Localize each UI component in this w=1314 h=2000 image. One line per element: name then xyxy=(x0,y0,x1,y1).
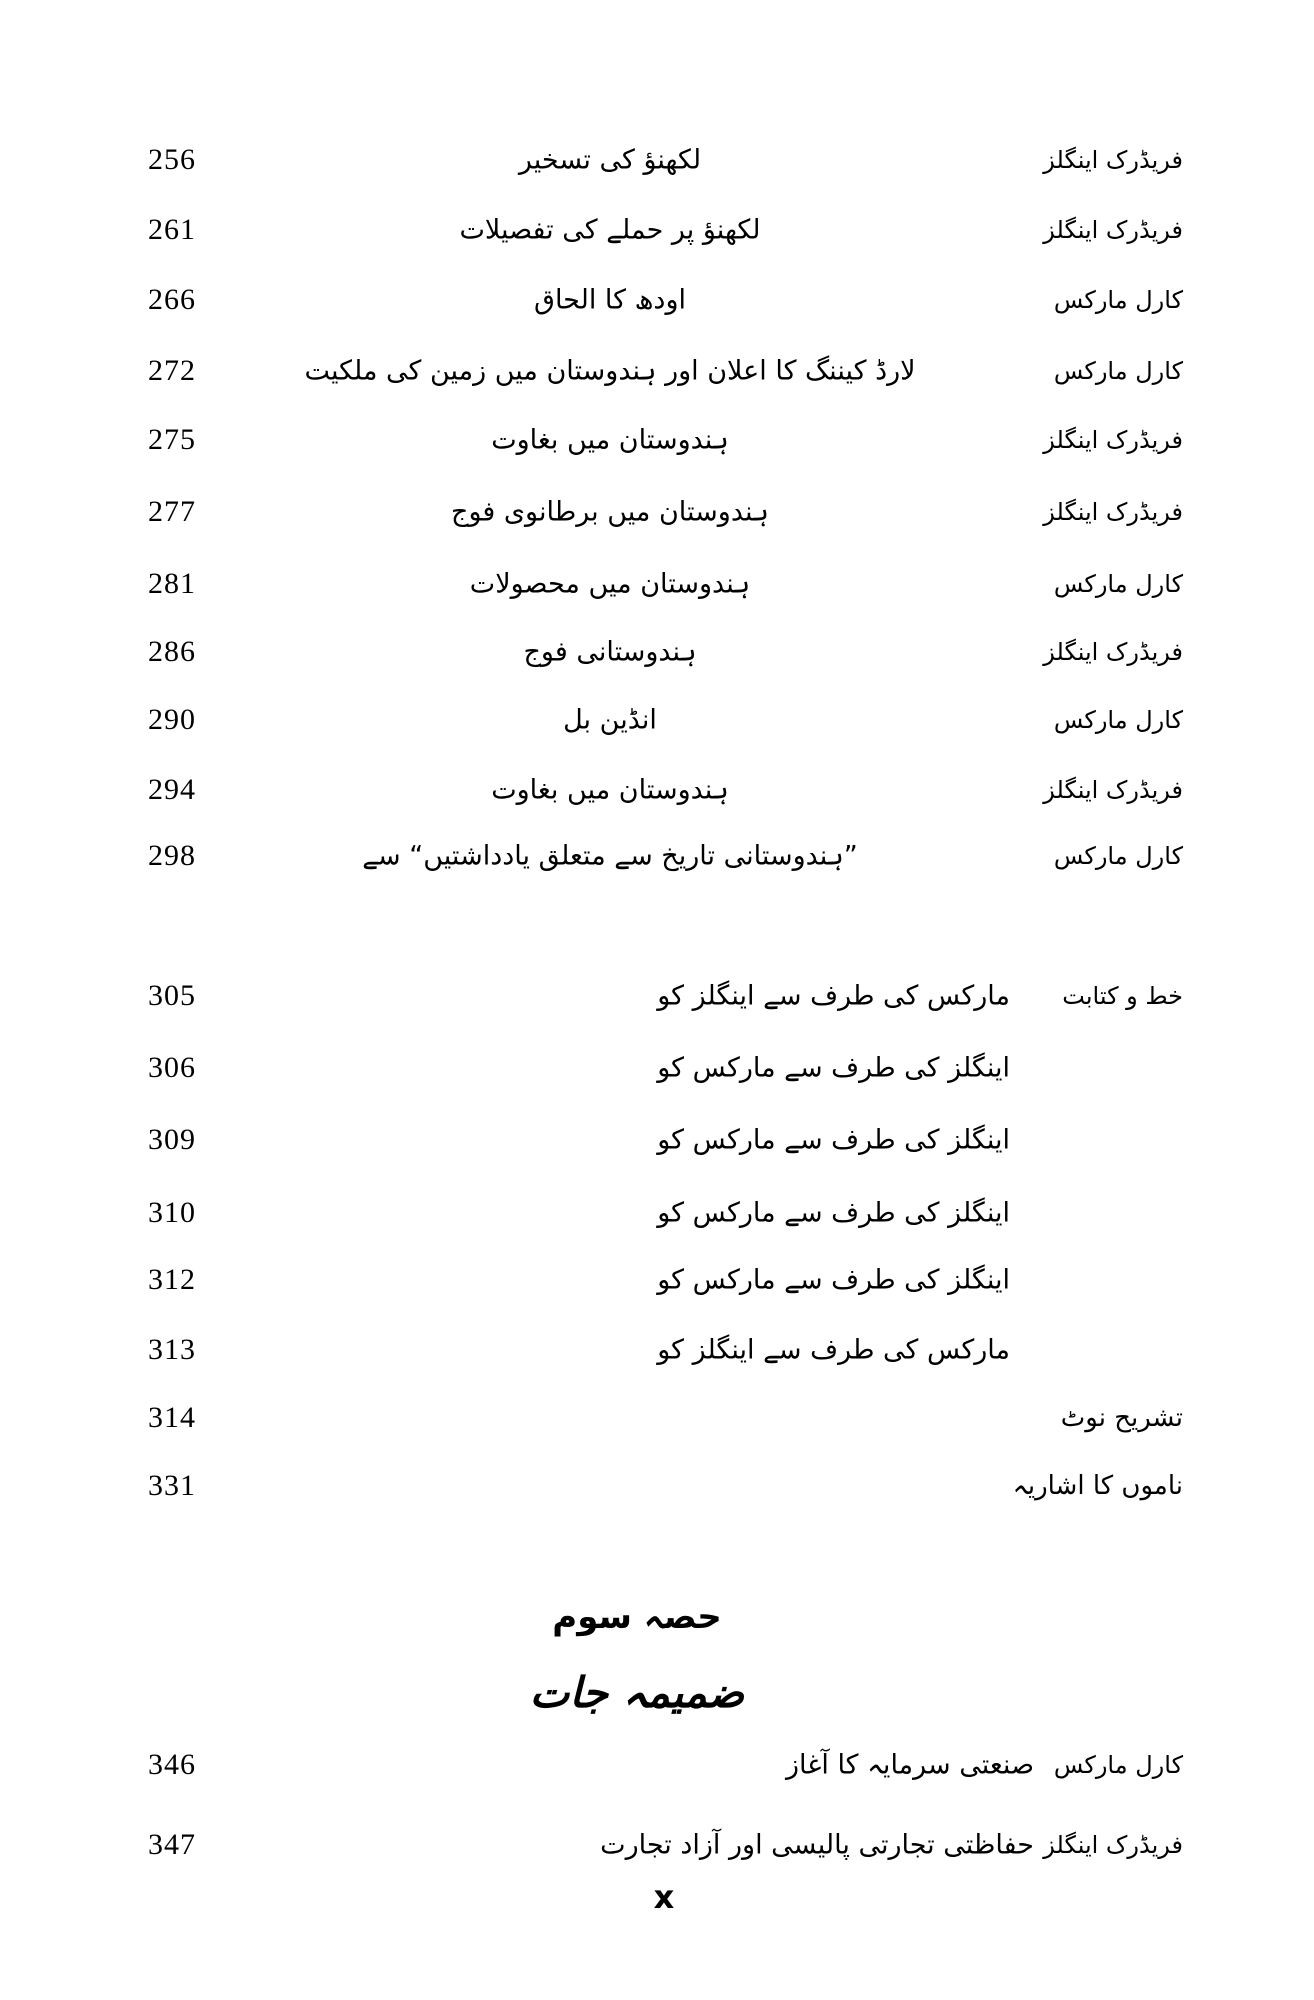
toc-row xyxy=(0,200,1314,260)
page-number: 347 xyxy=(148,1828,196,1861)
page-number: 306 xyxy=(148,1051,196,1084)
page-number: 312 xyxy=(148,1263,196,1296)
chapter-title: اودھ کا الحاق xyxy=(534,284,686,316)
page-number: 331 xyxy=(148,1469,196,1502)
letter-title: اینگلز کی طرف سے مارکس کو xyxy=(657,1197,1010,1229)
chapter-title: صنعتی سرمایہ کا آغاز xyxy=(785,1749,1034,1781)
chapter-title: لارڈ کیننگ کا اعلان اور ہندوستان میں زمین کی ملکیت xyxy=(304,355,916,387)
letter-title: اینگلز کی طرف سے مارکس کو xyxy=(657,1264,1010,1296)
page-number: 272 xyxy=(148,354,196,387)
toc-row xyxy=(0,410,1314,470)
author-name: فریڈرک اینگلز xyxy=(1043,426,1183,454)
toc-row xyxy=(0,1735,1314,1795)
author-name: کارل مارکس xyxy=(1053,842,1183,870)
author-name: فریڈرک اینگلز xyxy=(1043,1831,1183,1859)
author-name: کارل مارکس xyxy=(1053,706,1183,734)
page-number: 346 xyxy=(148,1748,196,1781)
page-number: 266 xyxy=(148,283,196,316)
toc-row xyxy=(0,1250,1314,1310)
author-name: کارل مارکس xyxy=(1053,570,1183,598)
chapter-title: ہندوستان میں محصولات xyxy=(469,568,751,600)
toc-row xyxy=(0,1388,1314,1448)
toc-row xyxy=(0,1038,1314,1098)
page-number: 314 xyxy=(148,1401,196,1434)
chapter-title: ”ہندوستانی تاریخ سے متعلق یادداشتیں“ سے xyxy=(362,840,858,872)
author-name: فریڈرک اینگلز xyxy=(1043,638,1183,666)
toc-row xyxy=(0,341,1314,401)
toc-row xyxy=(0,482,1314,542)
author-name: کارل مارکس xyxy=(1053,1751,1183,1779)
toc-row xyxy=(0,554,1314,614)
author-name: فریڈرک اینگلز xyxy=(1043,776,1183,804)
page-roman-numeral: x xyxy=(653,1878,675,1916)
author-name: کارل مارکس xyxy=(1053,286,1183,314)
author-name: فریڈرک اینگلز xyxy=(1043,498,1183,526)
part-heading: حصہ سوم xyxy=(552,1597,722,1637)
page-number: 294 xyxy=(148,773,196,806)
page-number: 313 xyxy=(148,1333,196,1366)
toc-row xyxy=(0,826,1314,886)
toc-row xyxy=(0,270,1314,330)
page-number: 281 xyxy=(148,567,196,600)
author-name: فریڈرک اینگلز xyxy=(1043,216,1183,244)
letter-title: مارکس کی طرف سے اینگلز کو xyxy=(657,1334,1010,1366)
toc-row xyxy=(0,130,1314,190)
chapter-title: ہندوستانی فوج xyxy=(523,636,697,668)
chapter-title: انڈین بل xyxy=(563,704,657,736)
toc-row xyxy=(0,1320,1314,1380)
toc-row xyxy=(0,690,1314,750)
page-number: 310 xyxy=(148,1196,196,1229)
part-subheading: ضمیمہ جات xyxy=(529,1668,745,1717)
end-matter-title: تشریح نوٹ xyxy=(1060,1403,1183,1433)
chapter-title: ہندوستان میں برطانوی فوج xyxy=(451,496,769,528)
letter-title: اینگلز کی طرف سے مارکس کو xyxy=(657,1124,1010,1156)
page-number: 261 xyxy=(148,213,196,246)
author-name: کارل مارکس xyxy=(1053,357,1183,385)
page-number: 298 xyxy=(148,839,196,872)
end-matter-title: ناموں کا اشاریہ xyxy=(1012,1471,1183,1501)
chapter-title: لکھنؤ کی تسخیر xyxy=(518,144,702,176)
letters-section-label: خط و کتابت xyxy=(1062,982,1183,1010)
page-number: 305 xyxy=(148,979,196,1012)
page-number: 290 xyxy=(148,703,196,736)
toc-row xyxy=(0,1456,1314,1516)
toc-row xyxy=(0,1815,1314,1875)
toc-row xyxy=(0,760,1314,820)
letter-title: مارکس کی طرف سے اینگلز کو xyxy=(657,980,1010,1012)
chapter-title: ہندوستان میں بغاوت xyxy=(491,424,729,456)
page-number: 256 xyxy=(148,143,196,176)
chapter-title: ہندوستان میں بغاوت xyxy=(491,774,729,806)
toc-row xyxy=(0,622,1314,682)
toc-row xyxy=(0,1183,1314,1243)
toc-row xyxy=(0,966,1314,1026)
letter-title: اینگلز کی طرف سے مارکس کو xyxy=(657,1052,1010,1084)
page-number: 286 xyxy=(148,635,196,668)
author-name: فریڈرک اینگلز xyxy=(1043,146,1183,174)
chapter-title: لکھنؤ پر حملے کی تفصیلات xyxy=(459,214,761,246)
chapter-title: حفاظتی تجارتی پالیسی اور آزاد تجارت xyxy=(600,1829,1034,1861)
page-number: 275 xyxy=(148,423,196,456)
page-number: 277 xyxy=(148,495,196,528)
page-number: 309 xyxy=(148,1123,196,1156)
toc-row xyxy=(0,1110,1314,1170)
